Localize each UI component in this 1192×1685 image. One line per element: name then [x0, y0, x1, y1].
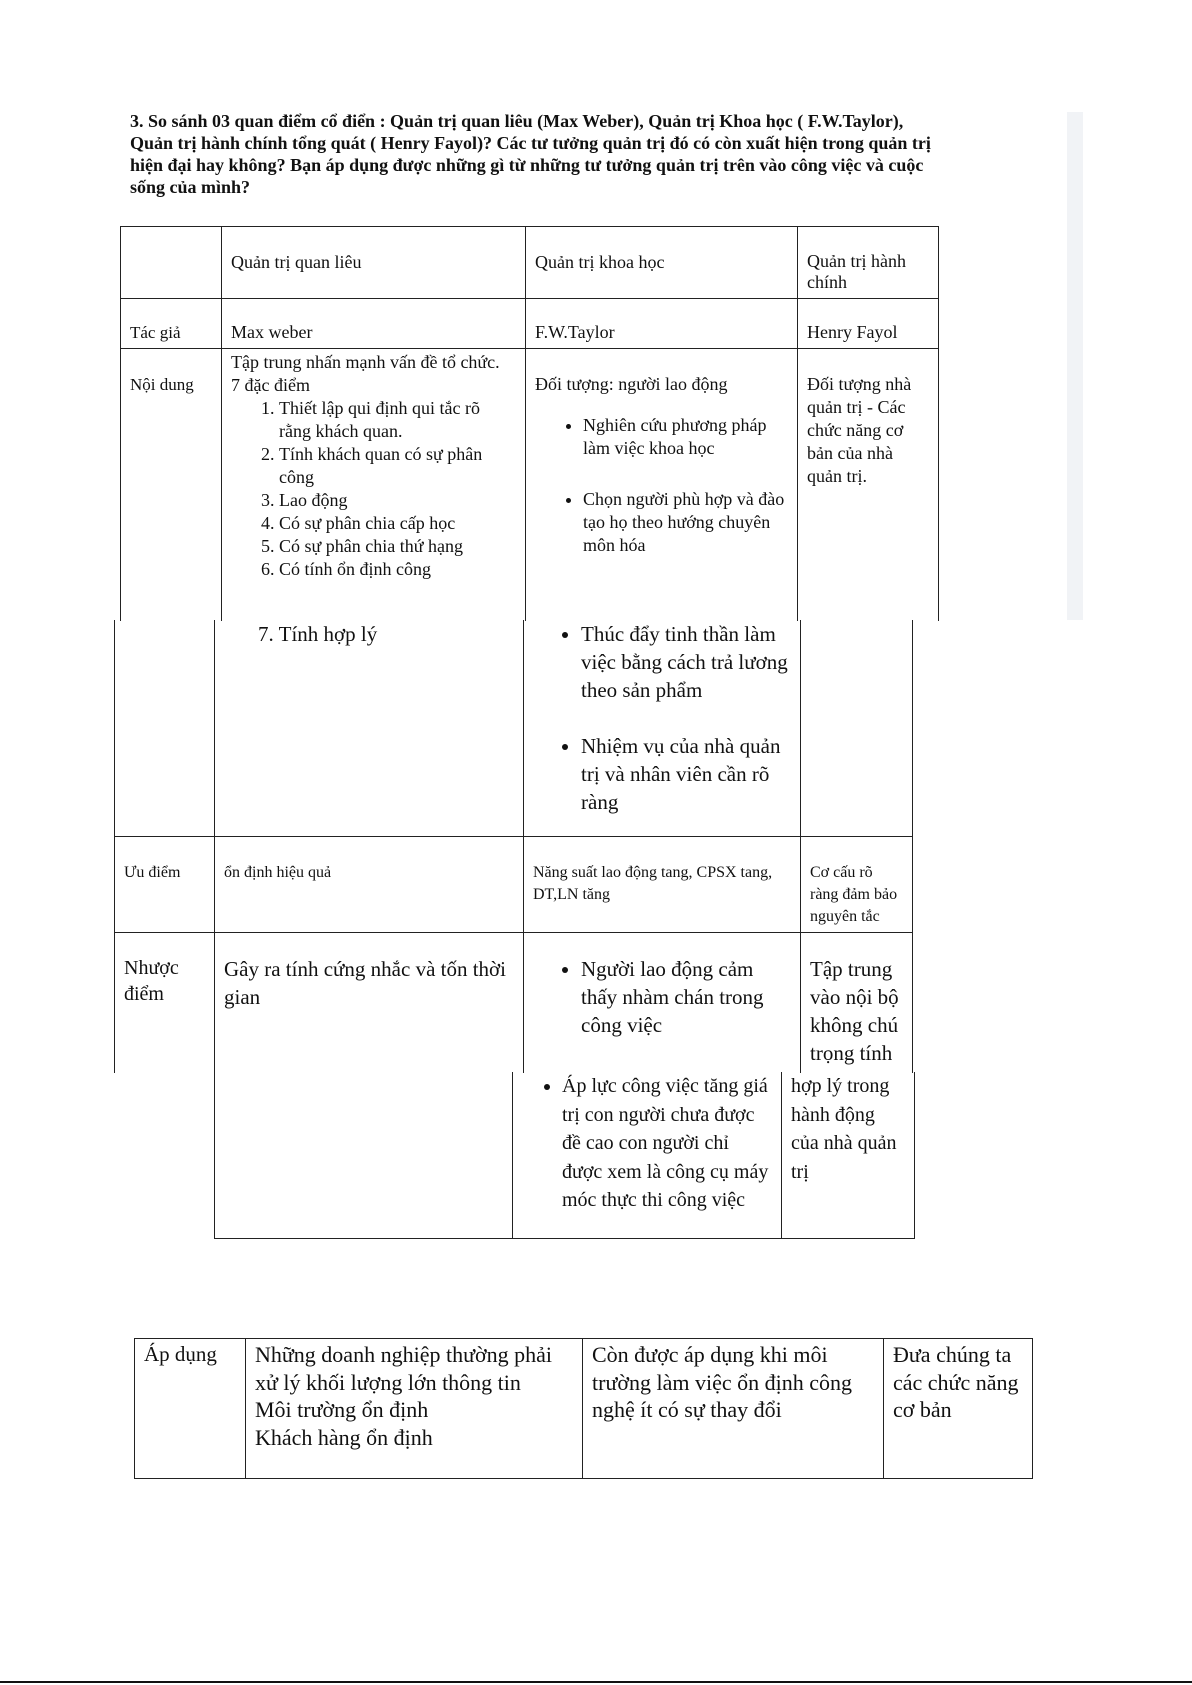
author-label: Tác giả — [121, 299, 222, 349]
list-item: • Áp lực công việc tăng giá trị con người chưa được đề cao con người chỉ được xem là công cụ máy móc thực thi công việc — [562, 1072, 772, 1215]
scroll-strip — [1067, 112, 1083, 620]
disadvantage-list-continued — [522, 1072, 772, 1215]
list-item: 1. Thiết lập qui định qui tắc rõ rằng khách quan. — [279, 397, 516, 443]
comparison-table-part2 — [114, 620, 913, 1073]
application-row — [135, 1339, 1033, 1479]
header-empty — [121, 227, 222, 299]
comparison-table-part1 — [120, 226, 939, 621]
list-item: • Thúc đẩy tinh thần làm việc bằng cách trả lương theo sản phẩm — [581, 620, 791, 704]
list-item: 6. Có tính ổn định công — [279, 558, 516, 581]
content-bureaucratic — [222, 349, 526, 621]
disadvantages-cont-administrative: hợp lý trong hành động của nhà quản trị — [782, 1072, 915, 1238]
scientific-list-continued — [533, 620, 791, 816]
list-item: • Nhiệm vụ của nhà quản trị và nhân viên cần rõ ràng — [581, 732, 791, 816]
content-row — [121, 349, 939, 621]
content-cont-administrative — [801, 620, 913, 836]
list-item: 4. Có sự phân chia cấp học — [279, 512, 516, 535]
scientific-list — [535, 414, 788, 557]
bureaucratic-list — [231, 397, 516, 581]
application-table — [134, 1338, 1033, 1479]
author-weber: Max weber — [222, 299, 526, 349]
header-scientific: Quản trị khoa học — [526, 227, 798, 299]
author-row — [121, 299, 939, 349]
disadvantages-continued-row — [215, 1072, 915, 1238]
author-taylor: F.W.Taylor — [526, 299, 798, 349]
disadvantages-cont-bureaucratic — [215, 1072, 513, 1238]
advantages-administrative: Cơ cấu rõ ràng đảm bảo nguyên tắc — [801, 836, 913, 932]
list-item: 2. Tính khách quan có sự phân công — [279, 443, 516, 489]
disadvantages-cont-scientific — [513, 1072, 782, 1238]
bureaucratic-item-7: 7. Tính hợp lý — [258, 622, 378, 646]
scientific-intro: Đối tượng: người lao động — [535, 374, 728, 394]
bureaucratic-intro: Tập trung nhấn mạnh vấn đề tổ chức. — [231, 352, 500, 372]
content-scientific — [526, 349, 798, 621]
list-item: • Nghiên cứu phương pháp làm việc khoa học — [583, 414, 788, 460]
disadvantage-list — [533, 955, 791, 1039]
advantages-label: Ưu điểm — [115, 836, 215, 932]
application-line: Khách hàng ổn định — [255, 1424, 433, 1450]
list-item: • Chọn người phù hợp và đào tạo họ theo hướng chuyên môn hóa — [583, 488, 788, 557]
advantages-bureaucratic: ổn định hiệu quả — [215, 836, 524, 932]
author-fayol: Henry Fayol — [798, 299, 939, 349]
header-administrative: Quản trị hành chính — [798, 227, 939, 299]
advantages-row — [115, 836, 913, 932]
disadvantages-label: Nhược điểm — [115, 932, 215, 1073]
application-administrative: Đưa chúng ta các chức năng cơ bản — [884, 1339, 1033, 1479]
list-item: 3. Lao động — [279, 489, 516, 512]
content-cont-label — [115, 620, 215, 836]
list-item: 5. Có sự phân chia thứ hạng — [279, 535, 516, 558]
disadvantages-bureaucratic: Gây ra tính cứng nhắc và tốn thời gian — [215, 932, 524, 1073]
bureaucratic-subhead: 7 đặc điểm — [231, 375, 310, 395]
question-text: 3. So sánh 03 quan điểm cổ điển : Quản trị quan liêu (Max Weber), Quản trị Khoa học ( F.W.Taylor), Quản trị hành chính tổng quát ( Henry Fayol)? Các tư tưởng quản trị đó có còn xuất hiện trong quản trị hiện đại hay không? Bạn áp dụng được những gì từ những tư tưởng quản trị trên vào công việc và cuộc sống của mình? — [130, 111, 931, 197]
content-label: Nội dung — [121, 349, 222, 621]
application-scientific: Còn được áp dụng khi môi trường làm việc ổn định công nghệ ít có sự thay đổi — [583, 1339, 884, 1479]
application-line: Những doanh nghiệp thường phải xử lý khối lượng lớn thông tin — [255, 1342, 552, 1395]
comparison-table-part3 — [214, 1072, 915, 1239]
application-line: Môi trường ổn định — [255, 1397, 429, 1422]
header-bureaucratic: Quản trị quan liêu — [222, 227, 526, 299]
disadvantages-row — [115, 932, 913, 1073]
application-label: Áp dụng — [135, 1339, 246, 1479]
content-cont-scientific — [524, 620, 801, 836]
header-row — [121, 227, 939, 299]
bottom-rule — [0, 1681, 1192, 1683]
advantages-scientific: Năng suất lao động tang, CPSX tang, DT,LN tăng — [524, 836, 801, 932]
application-bureaucratic — [246, 1339, 583, 1479]
list-item: • Người lao động cảm thấy nhàm chán trong công việc — [581, 955, 791, 1039]
disadvantages-scientific — [524, 932, 801, 1073]
content-continued-row — [115, 620, 913, 836]
disadvantages-administrative: Tập trung vào nội bộ không chú trọng tính — [801, 932, 913, 1073]
content-cont-bureaucratic — [215, 620, 524, 836]
content-administrative: Đối tượng nhà quản trị - Các chức năng cơ bản của nhà quản trị. — [798, 349, 939, 621]
